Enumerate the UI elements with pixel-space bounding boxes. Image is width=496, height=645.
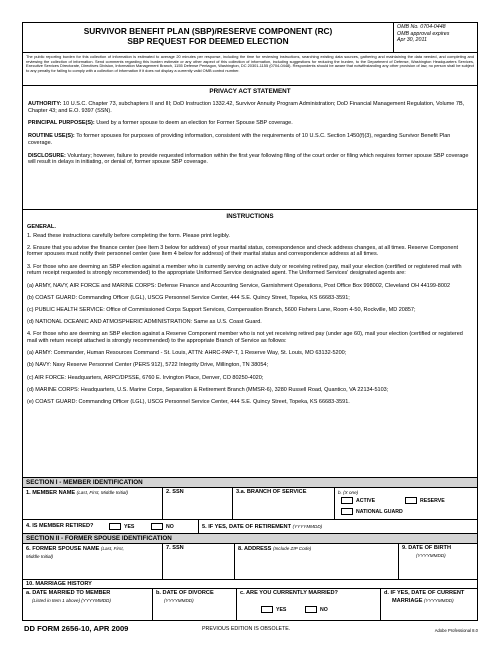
form-title-line2: SBP REQUEST FOR DEEMED ELECTION [127, 36, 289, 46]
address-label: 8. ADDRESS [238, 546, 272, 552]
instructions [23, 210, 477, 478]
retired-no-checkbox[interactable] [151, 523, 163, 530]
branch-of-service-field[interactable] [233, 488, 335, 519]
routine-use-paragraph [28, 133, 472, 146]
omb-expires-label: OMB approval expires [397, 30, 450, 37]
reserve-label: RESERVE [420, 497, 445, 504]
form-title [23, 26, 393, 46]
instruction-item: 2. Ensure that you advise the finance center (see Item 3 below for address) of your marital status, correspondence and check address changes, at all times. Reserve Component former spouses must notify their personnel center (see Item 4 below for address) of their marital status and correspondence address at all times. [27, 244, 459, 258]
current-marriage-date-field[interactable] [381, 589, 477, 621]
form-header [23, 23, 477, 53]
married-hint: (Listed in Item 1 above) (YYYYMMDD) [32, 598, 111, 603]
retired-yes-checkbox[interactable] [109, 523, 121, 530]
spouse-ssn-field[interactable] [163, 544, 235, 579]
reserve-option[interactable] [405, 497, 445, 505]
retire-date-label: 5. IF YES, DATE OF RETIREMENT [202, 524, 291, 530]
section2-heading: SECTION II - FORMER SPOUSE IDENTIFICATION [23, 534, 477, 544]
spouse-ssn-label: 7. SSN [166, 545, 184, 551]
current-date-hint: (YYYYMMDD) [424, 598, 454, 603]
privacy-act-statement [23, 86, 477, 210]
marriage-history-heading-row [23, 580, 477, 588]
authority-text: 10 U.S.C. Chapter 73, subchapters II and III; DoD Instruction 1332.42, Survivor Annuity Program Administration; DoD Financial Management Regulation, Volume 7B, Chapter 43; and E.O. 9397 (SSN). [28, 101, 465, 114]
dob-hint: (YYYYMMDD) [416, 553, 446, 558]
previous-edition-note: PREVIOUS EDITION IS OBSOLETE. [202, 626, 291, 632]
omb-box [393, 23, 477, 52]
omb-number: OMB No. 0704-0448 [397, 24, 446, 30]
adobe-version: Adobe Professional 8.0 [434, 628, 478, 633]
form-footer [22, 623, 478, 637]
current-date-label: d. IF YES, DATE OF CURRENT [384, 590, 465, 596]
routine-text: To former spouses for purposes of providing information, consistent with the requirements of 10 U.S.C. Section 1450(f)(3), regarding Survivor Benefit Plan coverage. [28, 133, 451, 146]
instruction-item: 3. For those who are deeming an SBP election against a member who is currently serving on active duty or receiving retired pay, mail your election (certified or registered mail with return receipt requested is strongly recommended) to the appropriate Uniformed Service designated agent. The Uniformed Services' designated agents are: [27, 263, 462, 277]
instruction-item: (d) MARINE CORPS: Headquarters, U.S. Marine Corps, Separation & Retirement Branch (MMSR-6), 3280 Russell Road, Quantico, VA 22134-5103; [27, 386, 389, 393]
retired-yes-label: YES [124, 523, 135, 530]
privacy-heading: PRIVACY ACT STATEMENT [209, 88, 291, 95]
current-no-label: NO [320, 606, 328, 613]
spouse-name-hint1: (Last, First, [100, 546, 124, 551]
member-name-hint: (Last, First, Middle Initial) [76, 490, 128, 495]
spouse-name-label: 6. FORMER SPOUSE NAME [26, 546, 100, 552]
retired-yes-option[interactable] [109, 523, 134, 531]
retired-label: 4. IS MEMBER RETIRED? [26, 523, 94, 529]
instruction-item: (a) ARMY, NAVY, AIR FORCE and MARINE CORPS: Defense Finance and Accounting Service, Garnishment Operations, Post Office Box 998002, Cleveland OH 44199-8002 [27, 282, 450, 289]
divorce-label: b. DATE OF DIVORCE [156, 590, 214, 596]
form-id: DD FORM 2656-10, APR 2009 [24, 624, 129, 633]
disclosure-label: DISCLOSURE: [28, 152, 66, 159]
instruction-item: 4. For those who are deeming an SBP election against a Reserve Component member who is not yet receiving retired pay (under age 60), mail your election (certified or registered mail with return receipt attached is strongly recommended) to the appropriate Branch of Service as follows: [27, 331, 463, 345]
form-page [22, 22, 478, 621]
retired-no-option[interactable] [151, 523, 174, 531]
x-one-label: b. (X one) [338, 490, 359, 495]
guard-checkbox[interactable] [341, 508, 353, 515]
current-yes-option[interactable] [261, 606, 286, 614]
date-married-field[interactable] [23, 589, 153, 621]
marriage-history-row [23, 588, 477, 621]
member-name-field[interactable] [23, 488, 163, 519]
current-date-label2: MARRIAGE [392, 598, 423, 604]
member-name-label: 1. MEMBER NAME [26, 490, 76, 496]
instruction-item: (c) PUBLIC HEALTH SERVICE: Office of Commissioned Corps Support Services, Compensation Branch, 5600 Fishers Lane, Room 4-50, Rockville, MD 20857; [27, 306, 416, 313]
retire-date-hint: (YYYYMMDD) [292, 524, 323, 529]
current-no-checkbox[interactable] [305, 606, 317, 613]
routine-label: ROUTINE USE(S): [28, 133, 75, 140]
instruction-item: (c) AIR FORCE: Headquarters, ARPC/DPSSE, 6760 E. Irvington Place, Denver, CO 80250-4020; [27, 374, 264, 381]
instruction-item: (e) COAST GUARD: Commanding Officer (LGL), USCG Personnel Service Center, 444 S.E. Quincy Street, Topeka, KS 66683-3591. [27, 399, 350, 406]
spouse-name-hint2: Middle Initial) [26, 554, 54, 559]
instruction-item: (a) ARMY: Commander, Human Resources Command - St. Louis, ATTN: AHRC-PAP-T, 1 Reserve Way, St. Louis, MO 63132-5200; [27, 350, 347, 357]
disclosure-text: Voluntary; however, failure to provide requested information within the first year following filing of the court order or filing which requires former spouse SBP coverage will result in delays in initiating, or denial of, former spouse SBP coverage. [28, 152, 469, 166]
authority-label: AUTHORITY: [28, 101, 62, 107]
spouse-dob-field[interactable] [399, 544, 477, 579]
active-checkbox[interactable] [341, 497, 353, 504]
spouse-address-field[interactable] [235, 544, 399, 579]
divorce-hint: (YYYYMMDD) [164, 598, 194, 603]
purpose-label: PRINCIPAL PURPOSE(S): [28, 120, 95, 127]
marriage-heading-label: 10. MARRIAGE HISTORY [26, 581, 92, 587]
marriage-history-heading [23, 580, 477, 588]
current-no-option[interactable] [305, 606, 328, 614]
instruction-item: 1. Read these instructions carefully before completing the form. Please print legibly. [27, 232, 230, 239]
active-label: ACTIVE [356, 497, 376, 504]
component-choice [335, 488, 477, 519]
married-label: a. DATE MARRIED TO MEMBER [26, 590, 111, 596]
section2-row1 [23, 544, 477, 580]
address-hint: (Include ZIP Code) [272, 546, 312, 551]
reserve-checkbox[interactable] [405, 497, 417, 504]
form-title-line1: SURVIVOR BENEFIT PLAN (SBP)/RESERVE COMPONENT (RC) [83, 26, 333, 36]
section1-heading: SECTION I - MEMBER IDENTIFICATION [23, 478, 477, 488]
guard-option[interactable] [341, 508, 403, 516]
instruction-item: (d) NATIONAL OCEANIC AND ATMOSPHERIC ADMINISTRATION: Same as U.S. Coast Guard. [27, 319, 262, 326]
guard-label: NATIONAL GUARD [356, 508, 403, 515]
active-option[interactable] [341, 497, 375, 505]
member-ssn-label: 2. SSN [166, 489, 184, 495]
retired-no-label: NO [166, 523, 174, 530]
date-divorce-field[interactable] [153, 589, 237, 621]
general-label: GENERAL. [27, 224, 56, 230]
member-retired-field [23, 520, 199, 533]
section1-row2 [23, 520, 477, 534]
purpose-paragraph [28, 120, 472, 127]
branch-label: 3.a. BRANCH OF SERVICE [236, 489, 307, 495]
retirement-date-field[interactable] [199, 520, 477, 533]
disclosure-paragraph [28, 153, 472, 166]
member-ssn-field[interactable] [163, 488, 233, 519]
currently-married-field [237, 589, 381, 621]
instructions-heading: INSTRUCTIONS [226, 213, 274, 220]
burden-statement: The public reporting burden for this collection of information is estimated to average 20 minutes per response, including the time for reviewing instructions, searching existing data sources, gathering and maintaining the data needed, and completing and reviewing the collection of information. Send comments regarding this burden estimate or any other aspect of this collection of information, including suggestions for reducing the burden, to the Department of Defense, Washington Headquarters Services, Executive Services Directorate, Directives Division, Information Management Branch, 1155 Defense Pentagon, Washington, DC 20301-1155 (0704-0448). Respondents should be aware that notwithstanding any other provision of law, no person shall be subject to any penalty for failing to comply with a collection of information if it does not display a currently valid OMB control number. [23, 53, 477, 86]
section1-row1 [23, 488, 477, 520]
instruction-item: (b) NAVY: Navy Reserve Personnel Center (PERS 912), 5722 Integrity Drive, Millington, TN 38054; [27, 362, 268, 369]
authority-paragraph [28, 101, 472, 114]
current-yes-label: YES [276, 606, 287, 613]
spouse-name-field[interactable] [23, 544, 163, 579]
dob-label: 9. DATE OF BIRTH [402, 545, 451, 551]
omb-expires-date: Apr 30, 2011 [397, 37, 427, 44]
current-label: c. ARE YOU CURRENTLY MARRIED? [240, 590, 338, 596]
purpose-text: Used by a former spouse to deem an election for Former Spouse SBP coverage. [96, 120, 293, 127]
current-yes-checkbox[interactable] [261, 606, 273, 613]
instruction-item: (b) COAST GUARD: Commanding Officer (LGL), USCG Personnel Service Center, 444 S.E. Quincy Street, Topeka, KS 66683-3591; [27, 294, 350, 301]
